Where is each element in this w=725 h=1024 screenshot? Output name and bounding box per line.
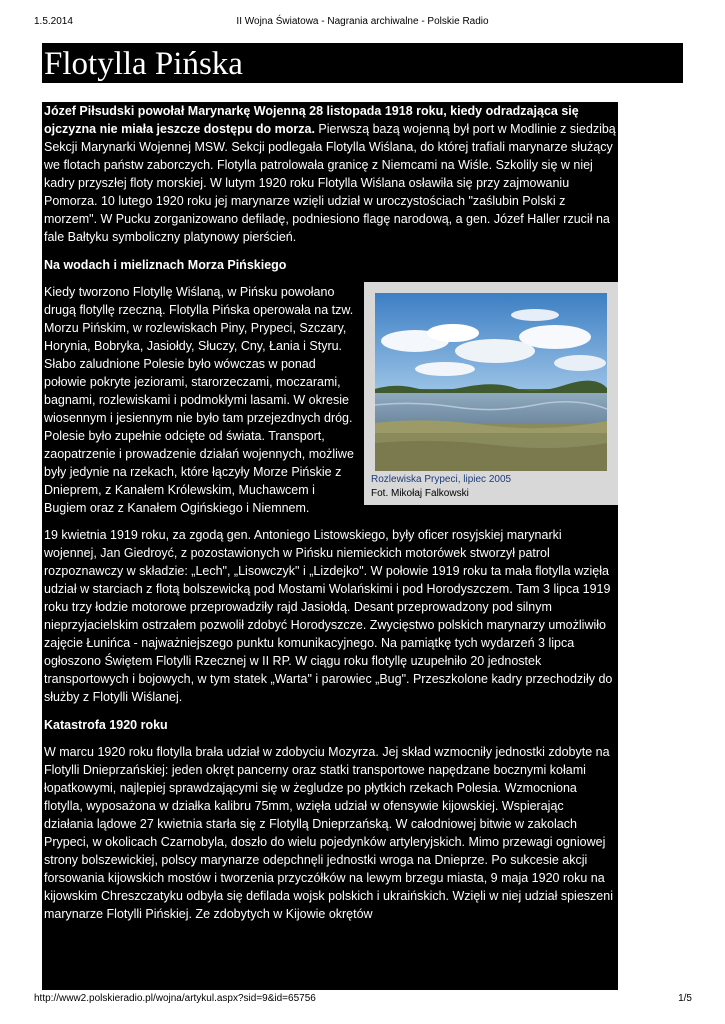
- intro-paragraph: [42, 102, 618, 246]
- page-url: http://www2.polskieradio.pl/wojna/artykul.aspx?sid=9&id=65756: [34, 993, 316, 1004]
- page-number: 1/5: [678, 993, 692, 1004]
- intro-lead: Józef Piłsudski powołał Marynarkę Wojenną 28 listopada 1918 roku, kiedy odradzająca się ojczyzna nie miała jeszcze dostępu do morza.: [44, 104, 579, 136]
- article-title-bar: [42, 43, 683, 83]
- print-date: 1.5.2014: [34, 16, 73, 27]
- paragraph-2: Kiedy tworzono Flotyllę Wiślaną, w Pińsku powołano drugą flotyllę rzeczną. Flotylla Pińska operowała na tzw. Morzu Pińskim, w rozlewiskach Piny, Prypeci, Szczary, Horynia, Bobryka, Jasiołdy, Słuczy, Cny, Łania i Styru. Słabo zaludnione Polesie było wówczas w ponad połowie pokryte jeziorami, starorzeczami, moczarami, bagnami, rozlewiskami i podmokłymi lasami. W okresie wiosennym i jesiennym nie było tam przejezdnych dróg. Polesie było zupełnie odcięte od świata. Transport, zaopatrzenie i prowadzenie działań wojennych, możliwe były jedynie na rzekach, które łączyły Morze Pińskie z Dnieprem, z Kanałem Królewskim, Muchawcem i Bugiem oraz z Kanałem Ogińskiego i Niemnem.: [44, 285, 354, 515]
- photo-figure: [364, 282, 618, 505]
- figure-credit: Fot. Mikołaj Falkowski: [371, 488, 469, 499]
- article-body: [42, 102, 618, 990]
- section-heading-1: Na wodach i mieliznach Morza Pińskiego: [44, 258, 287, 272]
- paragraph-3: 19 kwietnia 1919 roku, za zgodą gen. Antoniego Listowskiego, były oficer rosyjskiej marynarki wojennej, Jan Giedroyć, z pozostawionych w Pińsku niemieckich motorówek stworzył patrol rozpoznawczy w składzie: „Lech", „Lisowczyk" i „Lizdejko". W połowie 1919 roku ta mała flotylla wzięła udział w starciach z flotą bolszewicką pod Mostami Wolańskimi i pod Horodyszczem. Tam 3 lipca 1919 roku trzy łodzie motorowe przeprowadziły rajd Jasiołdą. Desant przeprowadzony pod silnym nieprzyjacielskim ostrzałem pozwolił zdobyć Horodyszcze. Zwycięstwo polskich marynarzy umożliwiło zajęcie Łunińca - najważniejszego punktu komunikacyjnego. Na pamiątkę tych wydarzeń 3 lipca ogłoszono Świętem Flotylli Rzecznej w II RP. W ciągu roku flotyllę uzupełniło 20 jednostek transportowych i bojowych, w tym statek „Warta" i parowiec „Bug". Przeszkolone kadry przechodziły do służby z Flotylli Wiślanej.: [44, 528, 613, 704]
- print-footer: [0, 993, 725, 1007]
- article-title: Flotylla Pińska: [44, 46, 243, 82]
- figure-caption: Rozlewiska Prypeci, lipiec 2005: [371, 474, 512, 485]
- site-title: II Wojna Światowa - Nagrania archiwalne - Polskie Radio: [236, 16, 489, 27]
- intro-rest: Pierwszą bazą wojenną był port w Modlinie z siedzibą Sekcji Marynarki Wojennej MSW. Sekcji podlegała Flotylla Wiślana, do której trafiali marynarze służący we flotach państw zaborczych. Flotylla patrolowała granicę z Niemcami na Wiśle. Szkolily się w niej kadry przyszłej floty morskiej. W lutym 1920 roku Flotylla Wiślana osławiła się przy zajmowaniu Pomorza. 10 lutego 1920 roku jej marynarze wzięli udział w uroczystościach "zaślubin Polski z morzem". W Pucku zorganizowano defiladę, podniesiono flagę narodową, a gen. Józef Haller rzucił na fale Bałtyku symboliczny platynowy pierścień.: [44, 122, 616, 244]
- print-header: [0, 16, 725, 30]
- wetland-photo: [375, 293, 607, 471]
- section-heading-2: Katastrofa 1920 roku: [44, 718, 168, 732]
- paragraph-4: W marcu 1920 roku flotylla brała udział w zdobyciu Mozyrza. Jej skład wzmocniły jednostki zdobyte na Flotylli Dnieprzańskiej: jeden okręt pancerny oraz statki transportowe napędzane bocznymi kołami łopatkowymi, najlepiej sprawdzającymi się w żegludze po płytkich rzekach Polesia. Wzmocniona flotylla, wyposażona w działka kalibru 75mm, wzięła udział w ofensywie kijowskiej. Wspierając działania lądowe 27 kwietnia starła się z Flotyllą Dnieprzańską. W całodniowej bitwie w zakolach Prypeci, w okolicach Czarnobyla, doszło do wielu pojedynków artyleryjskich. Mimo przewagi ogniowej strony bolszewickiej, polscy marynarze odepchnęli jednostki wroga na Dnieprze. Po sukcesie akcji forsowania kijowskich mostów i tworzenia przyczółków na lewym brzegu miasta, 9 maja 1920 roku na kijowskim Chreszczatyku odbyła się defilada wojsk polskich i ukraińskich. Wzięli w niej udział spieszeni marynarze Flotylli Pińskiej. Ze zdobytych w Kijowie okrętów: [44, 745, 613, 921]
